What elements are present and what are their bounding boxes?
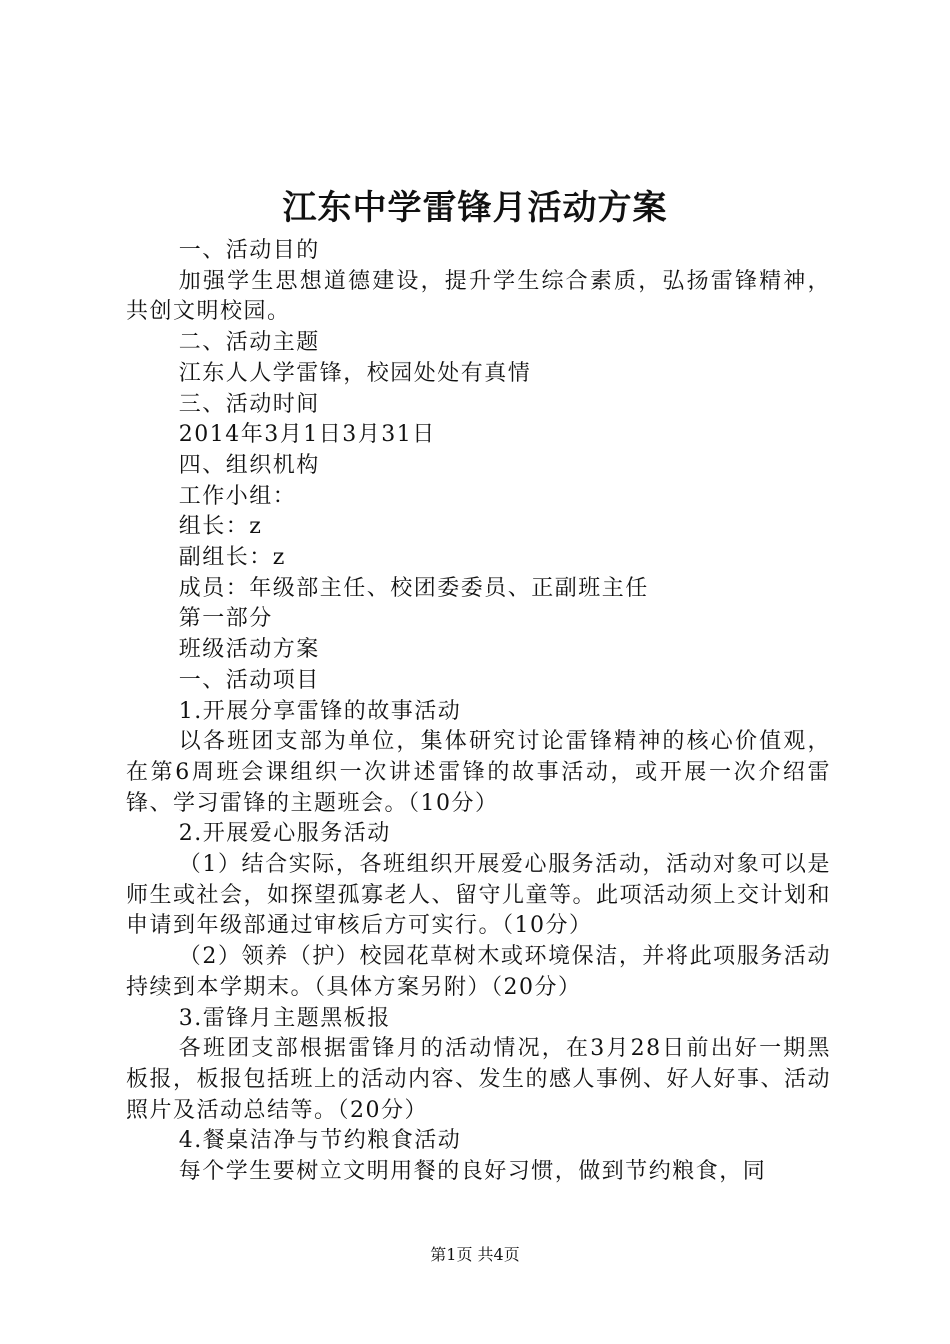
section-heading-organization: 四、组织机构 <box>178 452 320 478</box>
item-paragraph-2-2: （2）领养（护）校园花草树木或环境保洁，并将此项服务活动持续到本学期末。（具体方案另附）（20分） <box>126 944 831 1000</box>
item-paragraph-1: 以各班团支部为单位，集体研究讨论雷锋精神的核心价值观，在第6周班会课组织一次讲述雷锋的故事活动，或开展一次介绍雷锋、学习雷锋的主题班会。（10分） <box>126 729 831 816</box>
section-heading-activities: 一、活动项目 <box>178 667 320 693</box>
page-footer: 第1页 共4页 <box>430 1245 520 1264</box>
paragraph-work-group: 工作小组： <box>178 483 297 509</box>
item-heading-4: 4.餐桌洁净与节约粮食活动 <box>178 1128 462 1154</box>
section-heading-theme: 二、活动主题 <box>178 330 320 356</box>
part-subtitle: 班级活动方案 <box>178 637 320 663</box>
paragraph-purpose: 加强学生思想道德建设，提升学生综合素质，弘扬雷锋精神，共创文明校园。 <box>126 268 831 325</box>
item-paragraph-4: 每个学生要树立文明用餐的良好习惯，做到节约粮食，同 <box>178 1159 767 1185</box>
item-heading-3: 3.雷锋月主题黑板报 <box>178 1005 391 1031</box>
document-body <box>126 236 831 1188</box>
paragraph-theme: 江东人人学雷锋，校园处处有真情 <box>178 360 532 386</box>
paragraph-members: 成员：年级部主任、校团委委员、正副班主任 <box>178 575 649 601</box>
item-heading-2: 2.开展爱心服务活动 <box>178 821 391 847</box>
section-heading-time: 三、活动时间 <box>178 391 320 417</box>
document-title: 江东中学雷锋月活动方案 <box>282 188 668 228</box>
item-paragraph-2-1: （1）结合实际，各班组织开展爱心服务活动，活动对象可以是师生或社会，如探望孤寡老人、留守儿童等。此项活动须上交计划和申请到年级部通过审核后方可实行。（10分） <box>126 852 832 939</box>
section-heading-purpose: 一、活动目的 <box>178 238 320 263</box>
paragraph-deputy-leader: 副组长：z <box>178 545 286 571</box>
paragraph-time: 2014年3月1日3月31日 <box>178 422 436 448</box>
item-paragraph-3: 各班团支部根据雷锋月的活动情况，在3月28日前出好一期黑板报，板报包括班上的活动内容、发生的感人事例、好人好事、活动照片及活动总结等。（20分） <box>126 1036 832 1123</box>
paragraph-group-leader: 组长：z <box>178 514 263 540</box>
item-heading-1: 1.开展分享雷锋的故事活动 <box>178 698 462 724</box>
part-heading: 第一部分 <box>178 606 273 632</box>
